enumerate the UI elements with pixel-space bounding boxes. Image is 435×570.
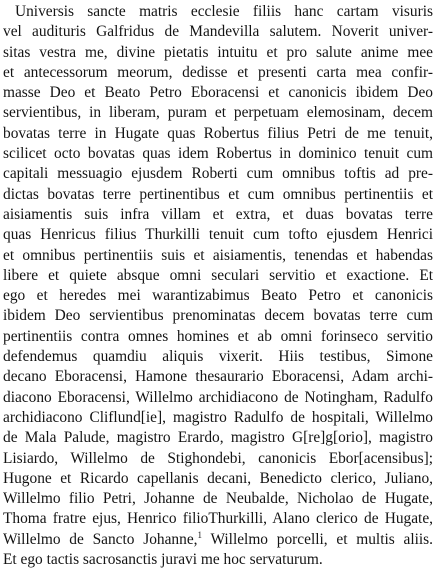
text-line: decano Eboracensi, Hamone thesaurario Eboracensi, Adam archi- xyxy=(3,368,433,386)
text-line-final: Et ego tactis sacrosanctis juravi me hoc servaturum. xyxy=(3,551,323,569)
line-text-after-footnote: Willelmo porcelli, et multis aliis. xyxy=(202,530,433,548)
text-line: servientibus, in liberam, puram et perpetuam elemosinam, decem xyxy=(3,104,433,122)
text-line: sitas vestra me, divine pietatis intuitu et pro salute anime mee xyxy=(3,43,433,61)
text-line: ibidem Deo servientibus prenominatas decem bovatas terre cum xyxy=(3,307,433,325)
text-line: scilicet octo bovatas quas idem Robertus in dominico tenuit cum xyxy=(3,145,433,163)
text-line: aisiamentis suis infra villam et extra, et duas bovatas terre xyxy=(3,205,433,223)
text-line: de Mala Palude, magistro Erardo, magistro G[re]g[orio], magistro xyxy=(3,429,433,447)
text-line: Hugone et Ricardo capellanis decani, Benedicto clerico, Juliano, xyxy=(3,469,433,487)
footnote-marker: 1 xyxy=(197,529,202,540)
document-body xyxy=(3,2,433,570)
text-line: Lisiardo, Willelmo de Stighondebi, canonicis Ebor[acensibus]; xyxy=(3,449,433,467)
text-line: bovatas terre in Hugate quas Robertus filius Petri de me tenuit, xyxy=(3,124,433,142)
text-line: masse Deo et Beato Petro Eboracensi et canonicis ibidem Deo xyxy=(3,84,433,102)
text-line: vel audituris Galfridus de Mandevilla salutem. Noverit univer- xyxy=(3,23,433,41)
text-line: defendemus quamdiu aliquis vixerit. Hiis testibus, Simone xyxy=(3,348,433,366)
text-line: diacono Eboracensi, Willelmo archidiacono de Notingham, Radulfo xyxy=(3,388,433,406)
text-line: dictas bovatas terre pertinentibus et cum omnibus pertinentiis et xyxy=(3,185,433,203)
text-line: capitali messuagio ejusdem Roberti cum omnibus toftis ad pre- xyxy=(3,165,433,183)
text-line: pertinentiis contra omnes homines et ab omni forinseco servitio xyxy=(3,327,433,345)
text-line: Thoma fratre ejus, Henrico filioThurkilli, Alano clerico de Hugate, xyxy=(3,510,433,528)
text-line: et omnibus pertinentiis suis et aisiamentis, tenendas et habendas xyxy=(3,246,433,264)
text-line: libere et quiete absque omni seculari servitio et exactione. Et xyxy=(3,266,433,284)
text-line: archidiacono Cliflund[ie], magistro Radulfo de hospitali, Willelmo xyxy=(3,408,433,426)
text-line: Universis sancte matris ecclesie filiis hanc cartam visuris xyxy=(15,3,433,20)
line-text-before-footnote: Willelmo de Sancto Johanne, xyxy=(3,530,198,548)
text-line: Willelmo filio Petri, Johanne de Neubalde, Nicholao de Hugate, xyxy=(3,490,433,508)
text-line-with-footnote xyxy=(3,530,433,550)
text-line: et antecessorum meorum, dedisse et presenti carta mea confir- xyxy=(3,63,433,81)
text-line: quas Henricus filius Thurkilli tenuit cum tofto ejusdem Henrici xyxy=(3,226,433,244)
text-line: ego et heredes mei warantizabimus Beato Petro et canonicis xyxy=(3,287,433,305)
